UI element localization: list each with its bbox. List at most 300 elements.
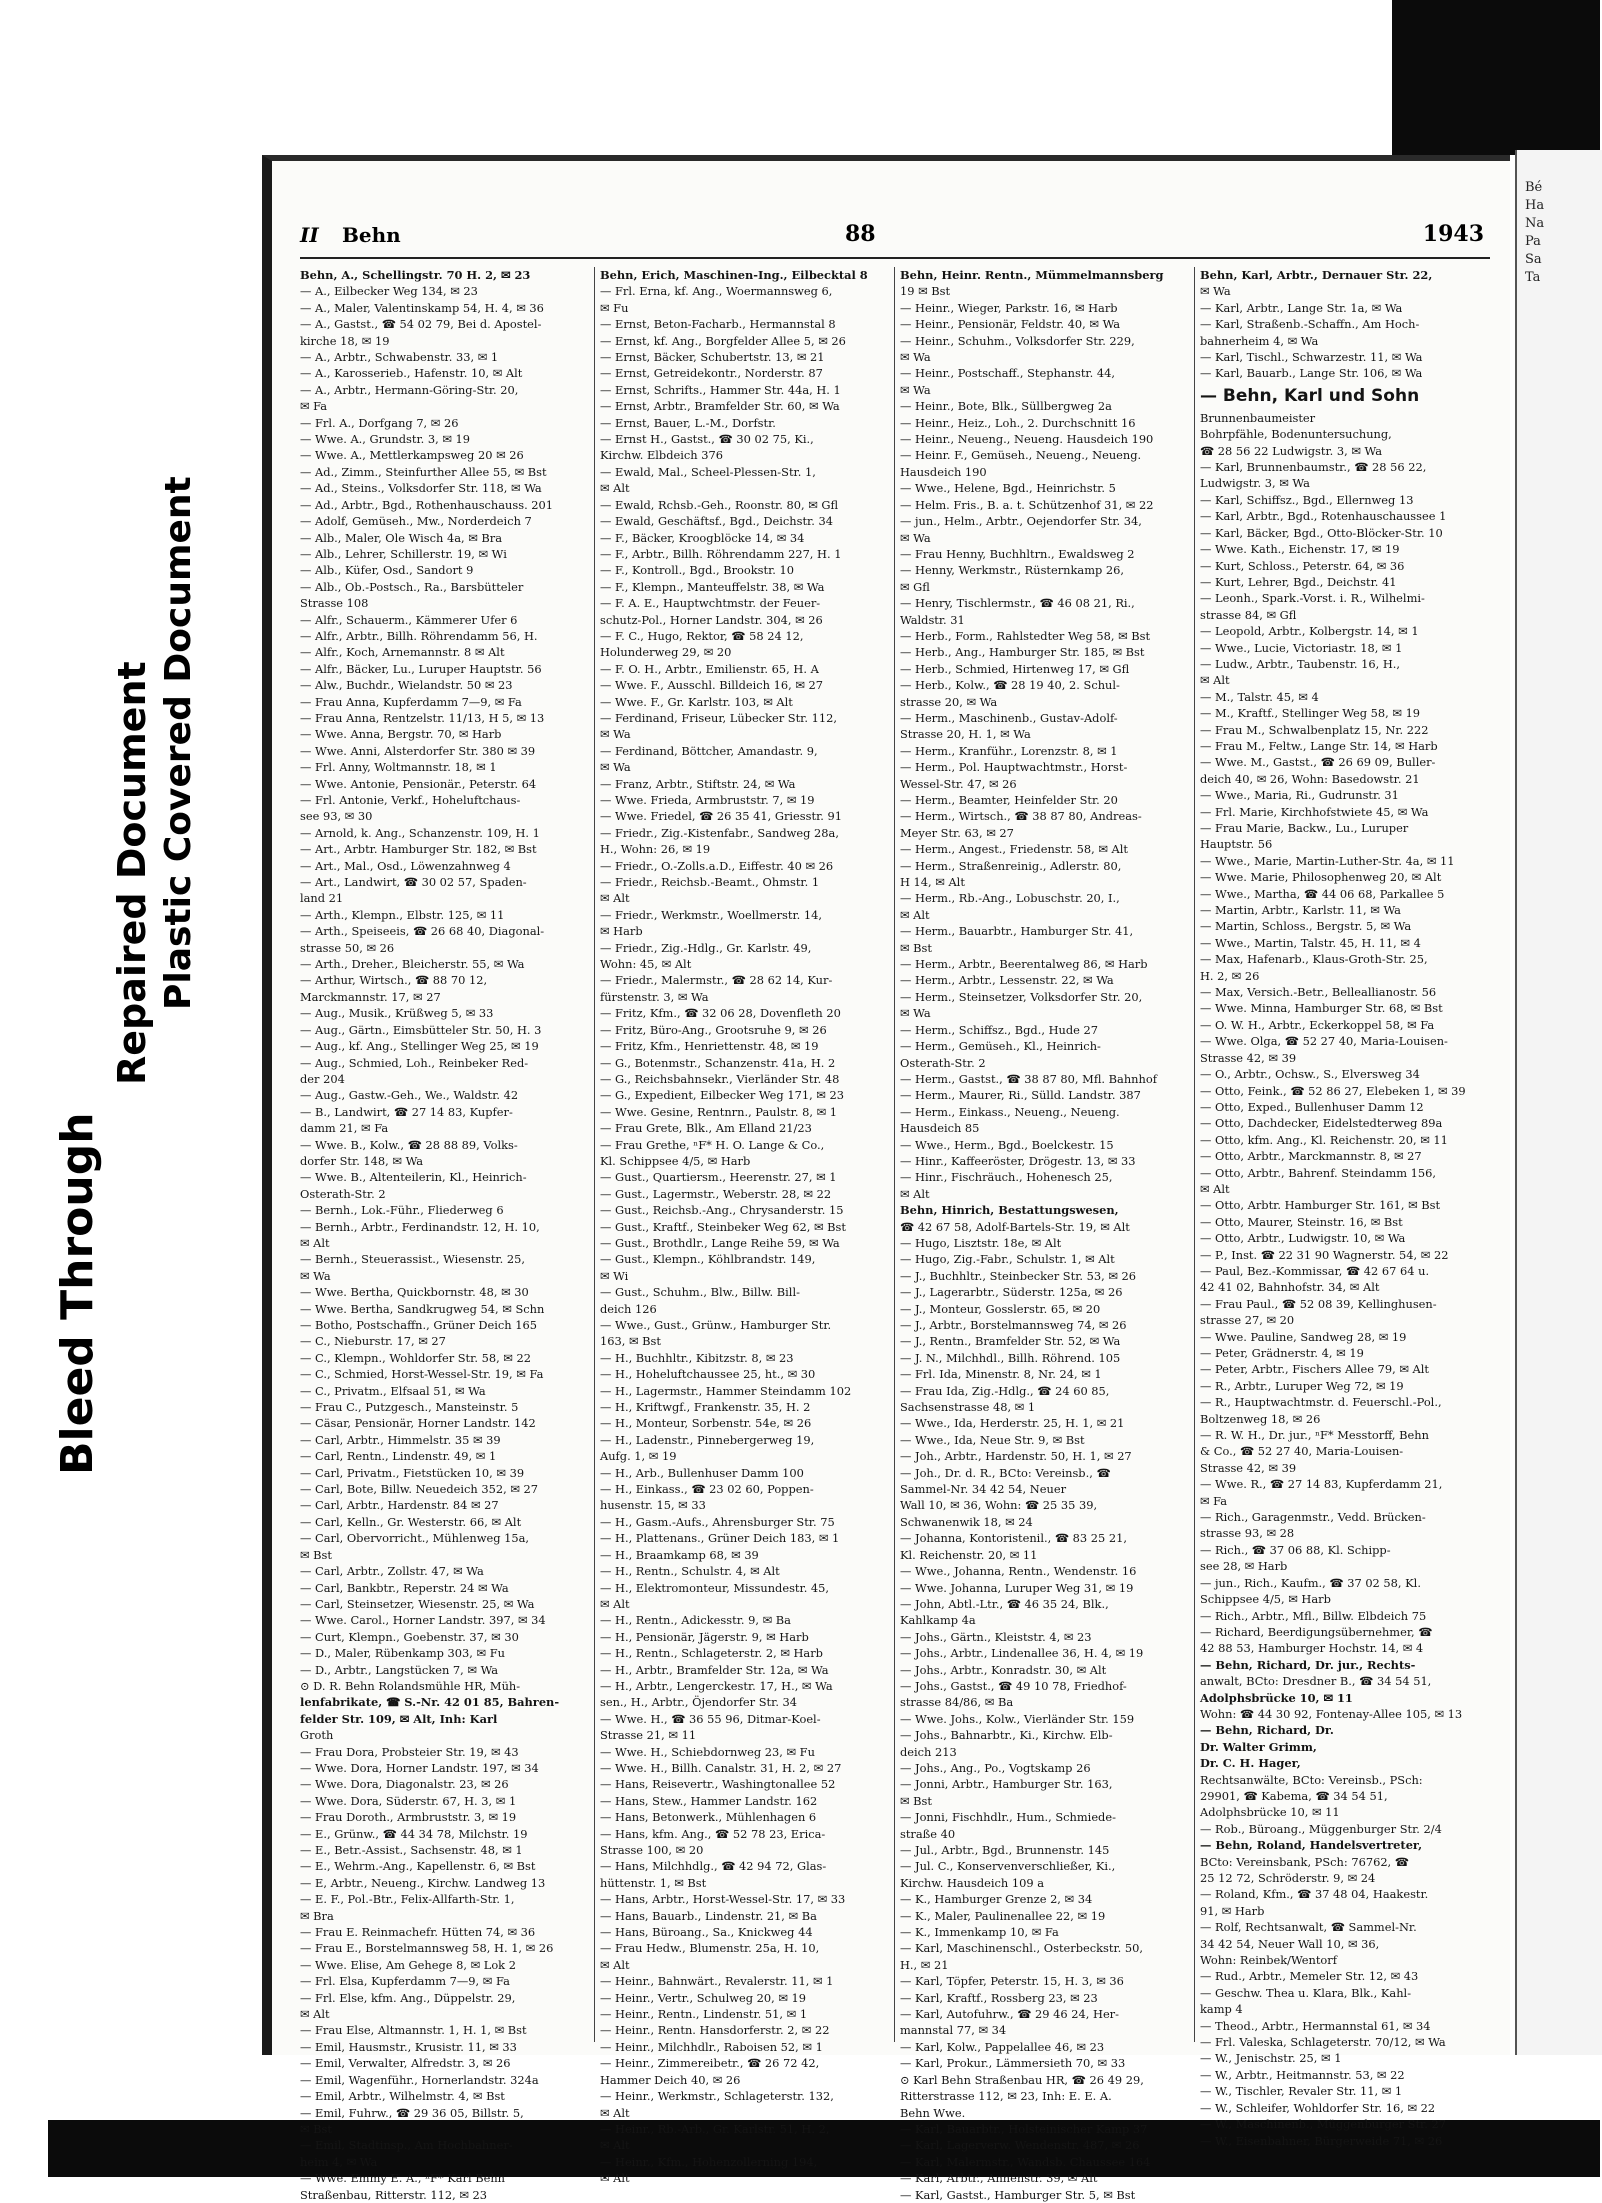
directory-entry: — Wwe. B., Altenteilerin, Kl., Heinrich- [300,1170,527,1185]
directory-entry: Wessel-Str. 47, ✉ 26 [900,776,1017,791]
directory-entry: — M., Talstr. 45, ✉ 4 [1200,689,1319,704]
directory-entry: — Adolf, Gemüseh., Mw., Norderdeich 7 [300,514,532,529]
directory-entry: — Heinr., Neueng., Neueng. Hausdeich 190 [900,432,1154,447]
directory-entry: — Wwe., Herm., Bgd., Boelckestr. 15 [900,1137,1114,1152]
directory-entry: — Hans, kfm. Ang., ☎ 52 78 23, Erica- [600,1826,826,1841]
directory-entry: dorfer Str. 148, ✉ Wa [300,1153,424,1168]
directory-entry: — Paul, Bez.-Kommissar, ☎ 42 67 64 u. [1200,1263,1430,1278]
directory-entry: — Frau Paul., ☎ 52 08 39, Kellinghusen- [1200,1296,1437,1311]
directory-entry: — Frau Anna, Rentzelstr. 11/13, H 5, ✉ 13 [300,710,545,725]
directory-entry: — Johs., Gärtn., Kleiststr. 4, ✉ 23 [900,1629,1092,1644]
directory-entry: hüttenstr. 1, ✉ Bst [600,1875,707,1890]
directory-entry: ☎ 42 67 58, Adolf-Bartels-Str. 19, ✉ Alt [900,1219,1130,1234]
directory-entry: — Gust., Reichsb.-Ang., Chrysanderstr. 15 [600,1203,844,1218]
directory-entry: — Wwe. B., Kolw., ☎ 28 88 89, Volks- [300,1137,518,1152]
directory-entry: — Wwe. A., Mettlerkampsweg 20 ✉ 26 [300,448,524,463]
directory-entry: — Carl, Kelln., Gr. Westerstr. 66, ✉ Alt [300,1514,522,1529]
directory-entry: — Herm., Bauarbtr., Hamburger Str. 41, [900,924,1134,939]
directory-entry: — Karl, Arbtr., Annenstr. 39, ✉ Alt [900,2171,1098,2186]
directory-entry: — Karl, Arbtr., Lange Str. 1a, ✉ Wa [1200,300,1403,315]
directory-entry: & Co., ☎ 52 27 40, Maria-Louisen- [1200,1444,1404,1459]
directory-entry: Hauptstr. 56 [1200,837,1273,852]
directory-entry: Sammel-Nr. 34 42 54, Neuer [900,1482,1067,1497]
directory-entry: — Ewald, Rchsb.-Geh., Roonstr. 80, ✉ Gfl [600,497,839,512]
directory-entry: — Frau M., Feltw., Lange Str. 14, ✉ Harb [1200,738,1438,753]
directory-entry: — Wwe. F., Gr. Karlstr. 103, ✉ Alt [600,694,793,709]
directory-entry: Behn, Karl, Arbtr., Dernauer Str. 22, [1200,268,1433,282]
directory-entry: bahnerheim 4, ✉ Wa [1200,333,1319,348]
directory-entry: — Arnold, k. Ang., Schanzenstr. 109, H. 1 [300,825,540,840]
directory-entry: — Emil, Hausmstr., Krusistr. 11, ✉ 33 [300,2039,517,2054]
directory-entry: — Herb., Schmied, Hirtenweg 17, ✉ Gfl [900,661,1130,676]
directory-entry: — Otto, kfm. Ang., Kl. Reichenstr. 20, ✉ 11 [1200,1132,1448,1147]
directory-entry: ✉ Wa [1200,284,1231,299]
directory-entry: — Frl. Ida, Minenstr. 8, Nr. 24, ✉ 1 [900,1367,1102,1382]
directory-entry: — Karl, Lagerverw. Wendenstr. 487, ✉ 26 [900,2138,1140,2153]
directory-entry: ✉ Bst [300,1547,332,1562]
directory-entry: deich 126 [600,1301,657,1316]
directory-entry: — Karl, Prokur., Lämmersieth 70, ✉ 33 [900,2056,1126,2071]
directory-entry: — Wwe. Olga, ☎ 52 27 40, Maria-Louisen- [1200,1034,1448,1049]
directory-entry: — Hans, Bauarb., Lindenstr. 21, ✉ Ba [600,1908,817,1923]
adjacent-page-fragment: Ha [1525,198,1545,213]
directory-entry: — Herm., Gemüseh., Kl., Heinrich- [900,1039,1101,1054]
directory-entry: — J., Arbtr., Borstelmannsweg 74, ✉ 26 [900,1318,1127,1332]
directory-entry: — Wwe., Martha, ☎ 44 06 68, Parkallee 5 [1200,886,1445,901]
directory-entry: — Wwe. Bertha, Quickbornstr. 48, ✉ 30 [300,1285,529,1300]
directory-entry: — Herm., Einkass., Neueng., Neueng. [900,1104,1120,1119]
directory-entry: — Jonni, Arbtr., Hamburger Str. 163, [900,1777,1113,1792]
directory-entry: — W., Arbtr., Heitmannstr. 53, ✉ 22 [1200,2067,1405,2082]
directory-entry: — Carl, Arbtr., Himmelstr. 35 ✉ 39 [300,1432,501,1447]
directory-entry: — Herm., Steinsetzer, Volksdorfer Str. 20, [900,989,1143,1004]
directory-entry: Marckmannstr. 17, ✉ 27 [300,989,441,1004]
directory-entry: — R., Hauptwachtmstr. d. Feuerschl.-Pol., [1200,1395,1442,1410]
directory-entry: Behn Wwe. [900,2105,966,2120]
directory-entry: — H., Pensionär, Jägerstr. 9, ✉ Harb [600,1629,809,1644]
directory-entry: — Rud., Arbtr., Memeler Str. 12, ✉ 43 [1200,1969,1419,1984]
directory-entry: schutz-Pol., Horner Landstr. 304, ✉ 26 [600,612,823,627]
directory-entry: — D., Arbtr., Langstücken 7, ✉ Wa [300,1662,499,1677]
directory-entry: — Frau Doroth., Armbruststr. 3, ✉ 19 [300,1810,517,1825]
directory-entry: — Aug., Musik., Krüßweg 5, ✉ 33 [300,1006,494,1021]
directory-entry: — K., Immenkamp 10, ✉ Fa [900,1925,1059,1940]
directory-entry: — Wwe. Johs., Kolw., Vierländer Str. 159 [900,1711,1135,1726]
directory-entry: — Wwe. Dora, Horner Landstr. 197, ✉ 34 [300,1760,539,1775]
directory-entry: — Herm., Schiffsz., Bgd., Hude 27 [900,1022,1098,1037]
directory-entry: — J., Monteur, Gosslerstr. 65, ✉ 20 [900,1301,1101,1316]
directory-entry: Strasse 42, ✉ 39 [1200,1050,1297,1065]
directory-columns [300,267,1490,2202]
directory-entry: — H., Buchhltr., Kibitzstr. 8, ✉ 23 [600,1350,794,1365]
directory-entry: — Karl, Malermstr., Wandsb. Chaussee 164 [900,2154,1151,2169]
directory-entry: — Wwe. Elise, Am Gehege 8, ✉ Lok 2 [300,1957,516,1972]
directory-entry: Aufg. 1, ✉ 19 [600,1449,677,1464]
directory-entry: Schwanenwik 18, ✉ 24 [900,1514,1033,1529]
directory-entry: — Frau Marie, Backw., Lu., Luruper [1200,821,1409,835]
directory-entry: — Wwe. H., Billh. Canalstr. 31, H. 2, ✉ 27 [600,1760,842,1775]
directory-entry: ✉ Fa [300,399,328,414]
directory-entry: Wohn: Reinbek/Wentorf [1200,1953,1337,1968]
directory-entry: — E., Betr.-Assist., Sachsenstr. 48, ✉ 1 [300,1843,523,1857]
directory-entry: BCto: Vereinsbank, PSch: 76762, ☎ [1200,1854,1409,1869]
directory-entry: ✉ Alt [600,1596,630,1611]
directory-entry: — Frau Ida, Zig.-Hdlg., ☎ 24 60 85, [900,1383,1110,1398]
directory-entry: — Cäsar, Pensionär, Horner Landstr. 142 [300,1416,536,1431]
directory-entry: — G., Expedient, Eilbecker Weg 171, ✉ 23 [600,1088,844,1103]
directory-entry: husenstr. 15, ✉ 33 [600,1498,706,1513]
directory-entry: — Emil, Stadtinsp., Am Hochbahner- [300,2138,513,2153]
directory-entry: — Aug., Gärtn., Eimsbütteler Str. 50, H. 3 [300,1022,542,1037]
directory-entry: — H., Ladenstr., Pinnebergerweg 19, [600,1432,815,1447]
directory-entry: Kahlkamp 4a [900,1613,976,1628]
directory-entry: — Frl. Else, kfm. Ang., Düppelstr. 29, [300,1990,516,2005]
directory-entry: — Ernst, Bäcker, Schubertstr. 13, ✉ 21 [600,350,825,365]
directory-entry: — W., Jenischstr. 25, ✉ 1 [1200,2051,1342,2066]
directory-entry: ✉ Alt [600,2105,630,2120]
directory-entry: — Johs., Arbtr., Lindenallee 36, H. 4, ✉ 19 [900,1646,1144,1661]
directory-entry: — Kurt, Lehrer, Bgd., Deichstr. 41 [1200,574,1397,589]
directory-entry: deich 40, ✉ 26, Wohn: Basedowstr. 21 [1200,771,1420,786]
directory-entry: — Emil, Verwalter, Alfredstr. 3, ✉ 26 [300,2056,511,2071]
directory-entry: — Herm., Arbtr., Lessenstr. 22, ✉ Wa [900,973,1114,988]
directory-entry: Hausdeich 85 [900,1121,980,1136]
directory-entry: — Peter, Grädnerstr. 4, ✉ 19 [1200,1346,1364,1360]
directory-entry: ☎ 28 56 22 Ludwigstr. 3, ✉ Wa [1200,443,1383,458]
directory-entry: ✉ Wi [600,1268,629,1283]
directory-entry: — Wwe. A., Grundstr. 3, ✉ 19 [300,432,471,447]
adjacent-page-fragment: Sa [1525,252,1542,267]
directory-entry: — K., Maler, Paulinenallee 22, ✉ 19 [900,1908,1106,1923]
directory-entry: — Otto, Feink., ☎ 52 86 27, Elebeken 1, ✉ 39 [1200,1083,1466,1098]
directory-entry: — Emil, Fuhrw., ☎ 29 36 05, Billstr. 5, [300,2105,524,2120]
directory-entry: Wohn: ☎ 44 30 92, Fontenay-Allee 105, ✉ 13 [1200,1706,1463,1721]
directory-entry: ✉ Alt [600,891,630,906]
directory-entry: ✉ Bst [900,940,932,955]
directory-entry: — Gust., Klempn., Köhlbrandstr. 149, [600,1252,816,1267]
directory-entry: Strasse 20, H. 1, ✉ Wa [900,727,1031,742]
directory-entry: — Carl, Steinsetzer, Wiesenstr. 25, ✉ Wa [300,1596,535,1611]
directory-entry: ✉ Alt [600,1957,630,1972]
header-year: 1943 [1422,221,1484,247]
directory-entry: — Carl, Bankbtr., Reperstr. 24 ✉ Wa [300,1580,509,1595]
directory-entry: — Emil, Arbtr., Wilhelmstr. 4, ✉ Bst [300,2089,505,2104]
directory-entry: — Ad., Arbtr., Bgd., Rothenhauschauss. 201 [300,497,554,512]
directory-entry: land 21 [300,891,344,906]
directory-entry: felder Str. 109, ✉ Alt, Inh: Karl [300,1711,498,1726]
directory-entry: — Wwe. Anni, Alsterdorfer Str. 380 ✉ 39 [300,743,536,758]
directory-entry: — H., Kriftwgf., Frankenstr. 35, H. 2 [600,1400,811,1415]
directory-entry: ✉ Alt [900,1186,930,1201]
directory-entry: Ludwigstr. 3, ✉ Wa [1200,476,1310,491]
directory-entry: heim 4, ✉ Wa [300,2154,378,2169]
directory-entry: — M., Kraftf., Stellinger Weg 58, ✉ 19 [1200,706,1421,721]
directory-entry: — Arth., Dreher., Bleicherstr. 55, ✉ Wa [300,957,525,972]
directory-entry: ✉ Wa [900,350,931,365]
directory-entry: Kl. Reichenstr. 20, ✉ 11 [900,1547,1038,1562]
directory-entry: — Fritz, Büro-Ang., Grootsruhe 9, ✉ 26 [600,1022,827,1037]
directory-entry: H. 2, ✉ 26 [1200,968,1260,983]
directory-entry: 42 88 53, Hamburger Hochstr. 14, ✉ 4 [1200,1641,1424,1656]
directory-entry: — G., Reichsbahnsekr., Vierländer Str. 48 [600,1071,840,1086]
directory-entry: Kirchw. Elbdeich 376 [600,448,723,463]
directory-entry: — Karl, Straßenb.-Schaffn., Am Hoch- [1200,317,1420,332]
directory-entry: Dr. C. H. Hager, [1200,1756,1301,1771]
directory-entry: — C., Klempn., Wohldorfer Str. 58, ✉ 22 [300,1350,531,1365]
directory-entry: — Behn, Richard, Dr. [1200,1723,1334,1738]
directory-entry: — Hans, Betonwerk., Mühlenhagen 6 [600,1810,817,1825]
directory-entry: Holunderweg 29, ✉ 20 [600,645,732,660]
directory-entry: — Alb., Ob.-Postsch., Ra., Barsbütteler [300,579,524,594]
directory-entry: — W., Schleifer, Wohldorfer Str. 16, ✉ 22 [1200,2100,1436,2115]
directory-entry: — Peter, Arbtr., Fischers Allee 79, ✉ Alt [1200,1362,1429,1377]
directory-entry: Strasse 100, ✉ 20 [600,1843,704,1857]
directory-entry: 91, ✉ Harb [1200,1903,1265,1918]
directory-entry: — Rich., Garagenmstr., Vedd. Brücken- [1200,1510,1426,1525]
directory-entry: — Aug., kf. Ang., Stellinger Weg 25, ✉ 19 [300,1039,539,1054]
directory-entry: — E., Grünw., ☎ 44 34 78, Milchstr. 19 [300,1826,528,1841]
directory-entry: — Hans, Reisevertr., Washingtonallee 52 [600,1777,836,1792]
directory-entry: Strasse 108 [300,596,369,611]
directory-entry: — W., Eisenbahner, Bürgerweide 71, ✉ 26 [1200,2133,1443,2148]
column-3 [900,267,1188,2202]
section-number: II [300,223,319,247]
directory-entry: — Wwe., Ida, Neue Str. 9, ✉ Bst [900,1432,1085,1447]
directory-entry: ✉ Harb [600,924,643,939]
directory-entry: — Hans, Arbtr., Horst-Wessel-Str. 17, ✉ 33 [600,1892,846,1907]
directory-entry: — R. W. H., Dr. jur., ⁿF* Messtorff, Behn [1200,1428,1429,1443]
directory-entry: — Fritz, Kfm., Henriettenstr. 48, ✉ 19 [600,1039,819,1054]
directory-entry: — Rich., Arbtr., Mfl., Billw. Elbdeich 75 [1200,1608,1427,1623]
directory-entry: ✉ Bst [900,1793,932,1808]
directory-entry: — Karl, Töpfer, Peterstr. 15, H. 3, ✉ 36 [900,1974,1124,1989]
directory-entry: — Friedr., Reichsb.-Beamt., Ohmstr. 1 [600,875,820,890]
directory-entry: ✉ Wa [300,1268,331,1283]
directory-entry: — Karl, Maschinenschl., Osterbeckstr. 50, [900,1941,1144,1956]
directory-entry: Behn, A., Schellingstr. 70 H. 2, ✉ 23 [300,268,531,282]
page-number: 88 [845,221,876,247]
directory-entry: — Carl, Bote, Billw. Neuedeich 352, ✉ 27 [300,1482,539,1497]
directory-entry: ✉ Wa [900,530,931,545]
directory-entry: ✉ Fu [600,300,629,315]
directory-entry: — Karl, Arbtr., Bgd., Rotenhauschaussee 1 [1200,509,1447,524]
directory-entry: — Herm., Maschinenb., Gustav-Adolf- [900,710,1118,725]
adjacent-page-fragment: Ta [1525,270,1541,285]
directory-entry: 19 ✉ Bst [900,284,951,299]
directory-entry: — H., Rentn., Adickesstr. 9, ✉ Ba [600,1613,791,1628]
directory-entry: — Wwe., Gust., Grünw., Hamburger Str. [600,1318,832,1332]
directory-entry: — Wwe. Antonie, Pensionär., Peterstr. 64 [300,776,537,791]
directory-entry: — Kurt, Schloss., Peterstr. 64, ✉ 36 [1200,558,1405,573]
directory-entry: strasse 93, ✉ 28 [1200,1526,1295,1541]
directory-entry: Adolphsbrücke 10, ✉ 11 [1200,1805,1340,1820]
side-label-bleed-through: Bleed Through [52,1112,103,1475]
directory-entry: — Friedr., Zig.-Hdlg., Gr. Karlstr. 49, [600,940,812,955]
directory-entry: — Behn, Richard, Dr. jur., Rechts- [1200,1657,1416,1672]
directory-entry: — Carl, Arbtr., Zollstr. 47, ✉ Wa [300,1564,484,1579]
directory-entry: — Ad., Steins., Volksdorfer Str. 118, ✉ Wa [300,481,542,496]
directory-entry: — Ernst, kf. Ang., Borgfelder Allee 5, ✉ 26 [600,333,846,348]
directory-entry: — Frau Grete, Blk., Am Elland 21/23 [600,1121,812,1136]
directory-entry: — Wwe., Marie, Martin-Luther-Str. 4a, ✉ 11 [1200,853,1455,868]
directory-entry: — A., Maler, Valentinskamp 54, H. 4, ✉ 36 [300,300,544,315]
directory-entry: Waldstr. 31 [900,612,965,627]
directory-entry: 34 42 54, Neuer Wall 10, ✉ 36, [1200,1936,1380,1951]
directory-entry: Wall 10, ✉ 36, Wohn: ☎ 25 35 39, [900,1498,1098,1513]
directory-entry: — Max, Hafenarb., Klaus-Groth-Str. 25, [1200,952,1428,967]
directory-entry: — Otto, Arbtr., Marckmannstr. 8, ✉ 27 [1200,1149,1422,1164]
directory-entry: — Wwe., Johanna, Rentn., Wendenstr. 16 [900,1564,1137,1579]
directory-entry: — H., Einkass., ☎ 23 02 60, Poppen- [600,1482,814,1497]
directory-entry: — Frl. Erna, kf. Ang., Woermannsweg 6, [600,284,833,299]
directory-entry: — Richard, Beerdigungsübernehmer, ☎ [1200,1624,1433,1639]
directory-entry: — F., Bäcker, Kroogblöcke 14, ✉ 34 [600,530,805,545]
directory-entry: Strasse 42, ✉ 39 [1200,1460,1297,1475]
directory-entry: — Joh., Dr. d. R., BCto: Vereinsb., ☎ [900,1465,1111,1480]
directory-entry: — Ewald, Mal., Scheel-Plessen-Str. 1, [600,464,816,479]
directory-entry: Behn, Hinrich, Bestattungswesen, [900,1203,1119,1218]
directory-entry: — Frau Anna, Kupferdamm 7—9, ✉ Fa [300,694,522,709]
directory-entry: — H., Arbtr., Bramfelder Str. 12a, ✉ Wa [600,1662,829,1677]
directory-entry: — Otto, Dachdecker, Eidelstedterweg 89a [1200,1116,1443,1131]
directory-entry: — Bernh., Steuerassist., Wiesenstr. 25, [300,1252,525,1267]
directory-entry: — Art., Mal., Osd., Löwenzahnweg 4 [300,858,511,873]
directory-entry: Ritterstrasse 112, ✉ 23, Inh: E. E. A. [900,2089,1112,2104]
column-2 [600,267,888,2186]
directory-entry: — Hugo, Lisztstr. 18e, ✉ Alt [900,1235,1062,1250]
directory-entry: 42 41 02, Bahnhofstr. 34, ✉ Alt [1200,1280,1380,1295]
directory-entry: H 14, ✉ Alt [900,875,965,890]
directory-entry: — Ernst, Schrifts., Hammer Str. 44a, H. 1 [600,382,841,397]
directory-entry: — Rich., ☎ 37 06 88, Kl. Schipp- [1200,1542,1391,1557]
directory-entry: — Herm., Wirtsch., ☎ 38 87 80, Andreas- [900,809,1142,824]
directory-entry: — F. C., Hugo, Rektor, ☎ 58 24 12, [600,628,804,643]
directory-entry: ✉ Alt [600,481,630,496]
column-divider [594,267,595,2042]
directory-entry: Kl. Schippsee 4/5, ✉ Harb [600,1153,751,1168]
directory-entry: — A., Eilbecker Weg 134, ✉ 23 [300,284,478,299]
directory-entry: — Friedr., Malermstr., ☎ 28 62 14, Kur- [600,973,833,988]
directory-entry: — Geschw. Thea u. Klara, Blk., Kahl- [1200,1985,1412,2000]
directory-entry: — Wwe. Kath., Eichenstr. 17, ✉ 19 [1200,542,1400,557]
directory-entry: Adolphsbrücke 10, ✉ 11 [1200,1690,1353,1705]
directory-entry: ✉ Alt [600,2138,630,2153]
directory-entry: — G., Botenmstr., Schanzenstr. 41a, H. 2 [600,1055,836,1070]
directory-entry: strasse 27, ✉ 20 [1200,1313,1295,1328]
directory-entry: — J. N., Milchhdl., Billh. Röhrend. 105 [900,1350,1121,1365]
directory-entry: — Karl, Tischl., Schwarzestr. 11, ✉ Wa [1200,350,1423,365]
directory-entry: ✉ Alt [1200,1181,1230,1196]
adjacent-page-fragment: Bé [1525,180,1543,195]
directory-entry: ✉ Alt [300,2007,330,2022]
directory-entry: — Karl, Kolw., Pappelallee 46, ✉ 23 [900,2039,1105,2054]
directory-entry: strasse 84, ✉ Gfl [1200,607,1297,622]
directory-entry: ⊙ Karl Behn Straßenbau HR, ☎ 26 49 29, [900,2072,1144,2087]
directory-entry: — H., Plattenans., Grüner Deich 183, ✉ 1 [600,1531,840,1546]
directory-entry: — Frl. Elsa, Kupferdamm 7—9, ✉ Fa [300,1974,510,1989]
directory-entry: — Wwe., Helene, Bgd., Heinrichstr. 5 [900,481,1116,496]
directory-entry: — Gust., Quartiersm., Heerenstr. 27, ✉ 1 [600,1170,837,1185]
directory-entry: — Otto, Exped., Bullenhuser Damm 12 [1200,1099,1424,1114]
directory-entry: — Carl, Obervorricht., Mühlenweg 15a, [300,1531,530,1546]
header-surname: Behn [342,223,401,247]
directory-entry: — A., Arbtr., Hermann-Göring-Str. 20, [300,382,519,397]
directory-entry: — E, Arbtr., Neueng., Kirchw. Landweg 13 [300,1875,546,1890]
directory-entry: — Heinr., Milchhdlr., Raboisen 52, ✉ 1 [600,2039,823,2054]
directory-entry: — Johs., Ang., Po., Vogtskamp 26 [900,1760,1091,1775]
directory-entry: Wohn: 45, ✉ Alt [600,957,692,972]
directory-entry: — Heinr., Pensionär, Feldstr. 40, ✉ Wa [900,317,1121,332]
directory-entry: — Henry, Tischlermstr., ☎ 46 08 21, Ri., [900,596,1135,611]
directory-entry: — Friedr., Zig.-Kistenfabr., Sandweg 28a, [600,825,839,840]
directory-entry: — F., Arbtr., Billh. Röhrendamm 227, H. 1 [600,546,842,561]
directory-entry: — Ernst, Bauer, L.-M., Dorfstr. [600,415,776,430]
directory-entry: — K., Hamburger Grenze 2, ✉ 34 [900,1892,1093,1907]
directory-entry: — H., Lagermstr., Hammer Steindamm 102 [600,1383,852,1398]
directory-entry: — Herm., Maurer, Ri., Sülld. Landstr. 387 [900,1088,1141,1103]
directory-entry: H., ✉ 21 [900,1957,949,1972]
directory-entry: — Heinr., Bahnwärt., Revalerstr. 11, ✉ 1 [600,1974,834,1989]
directory-entry: — H., Monteur, Sorbenstr. 54e, ✉ 26 [600,1416,812,1431]
directory-entry: lenfabrikate, ☎ S.-Nr. 42 01 85, Bahren- [300,1695,560,1710]
directory-entry: — Frau Henny, Buchhltrn., Ewaldsweg 2 [900,546,1135,561]
directory-entry: — Hans, Milchhdlg., ☎ 42 94 72, Glas- [600,1859,827,1874]
directory-entry: — D., Maler, Rübenkamp 303, ✉ Fu [300,1646,505,1661]
directory-entry: — O., Arbtr., Ochsw., S., Elversweg 34 [1200,1067,1420,1082]
directory-entry: — Heinr., Vertr., Schulweg 20, ✉ 19 [600,1990,807,2005]
directory-entry: — Carl, Privatm., Fietstücken 10, ✉ 39 [300,1465,525,1480]
directory-entry: — Helm. Fris., B. a. t. Schützenhof 31, ✉ 22 [900,497,1154,512]
directory-entry: — Ernst H., Gastst., ☎ 30 02 75, Ki., [600,432,814,447]
directory-entry: — Wwe. Dora, Süderstr. 67, H. 3, ✉ 1 [300,1793,517,1808]
directory-entry: — Ferdinand, Friseur, Lübecker Str. 112, [600,710,837,725]
directory-entry: — Heinr., Bote, Blk., Süllbergweg 2a [900,399,1112,414]
directory-entry: — Johs., Bahnarbtr., Ki., Kirchw. Elb- [900,1728,1113,1743]
directory-entry: — F. O. H., Arbtr., Emilienstr. 65, H. A [600,661,819,676]
directory-entry: — Bernh., Lok.-Führ., Fliederweg 6 [300,1203,504,1218]
directory-entry: — Roland, Kfm., ☎ 37 48 04, Haakestr. [1200,1887,1429,1902]
directory-entry: ✉ Alt [1200,673,1230,688]
adjacent-page-fragment: Pa [1525,234,1541,249]
directory-entry: — Ernst, Arbtr., Bramfelder Str. 60, ✉ Wa [600,399,840,414]
directory-entry: ✉ Wa [900,1006,931,1021]
directory-entry: ✉ Wa [600,727,631,742]
directory-entry: — Johanna, Kontoristenil., ☎ 83 25 21, [900,1531,1127,1546]
directory-entry: — Wwe., Martin, Talstr. 45, H. 11, ✉ 4 [1200,935,1421,950]
directory-entry: — Frl. Antonie, Verkf., Hoheluftchaus- [300,793,521,807]
directory-entry: — Joh., Arbtr., Hardenstr. 50, H. 1, ✉ 27 [900,1449,1132,1464]
directory-entry: Brunnenbaumeister [1200,410,1316,425]
directory-entry: — Otto, Arbtr. Hamburger Str. 161, ✉ Bst [1200,1198,1441,1213]
directory-entry: — Herm., Arbtr., Beerentalweg 86, ✉ Harb [900,957,1148,972]
directory-entry: — Arth., Speiseeis, ☎ 26 68 40, Diagonal- [300,924,545,939]
directory-entry: deich 213 [900,1744,957,1759]
directory-entry: ⊙ D. R. Behn Rolandsmühle HR, Müh- [300,1678,521,1693]
directory-entry: — J., Buchhltr., Steinbecker Str. 53, ✉ 26 [900,1268,1137,1283]
directory-entry: Boltzenweg 18, ✉ 26 [1200,1411,1321,1426]
directory-entry: ✉ Wa [600,760,631,775]
directory-entry: — Arth., Klempn., Elbstr. 125, ✉ 11 [300,907,505,922]
directory-entry: — P., Inst. ☎ 22 31 90 Wagnerstr. 54, ✉ 22 [1200,1247,1449,1262]
directory-entry: — Wwe. R., ☎ 27 14 83, Kupferdamm 21, [1200,1477,1443,1492]
directory-page [262,155,1510,2202]
directory-entry: — Wwe., Lucie, Victoriastr. 18, ✉ 1 [1200,640,1403,655]
directory-entry: — Otto, Arbtr., Bahrenf. Steindamm 156, [1200,1165,1437,1180]
directory-entry: — John, Abtl.-Ltr., ☎ 46 35 24, Blk., [900,1596,1109,1611]
column-divider [894,267,895,2042]
directory-entry: — Art., Landwirt, ☎ 30 02 57, Spaden- [300,875,527,890]
directory-entry: — Heinr., Werkmstr., Schlageterstr. 132, [600,2089,834,2104]
